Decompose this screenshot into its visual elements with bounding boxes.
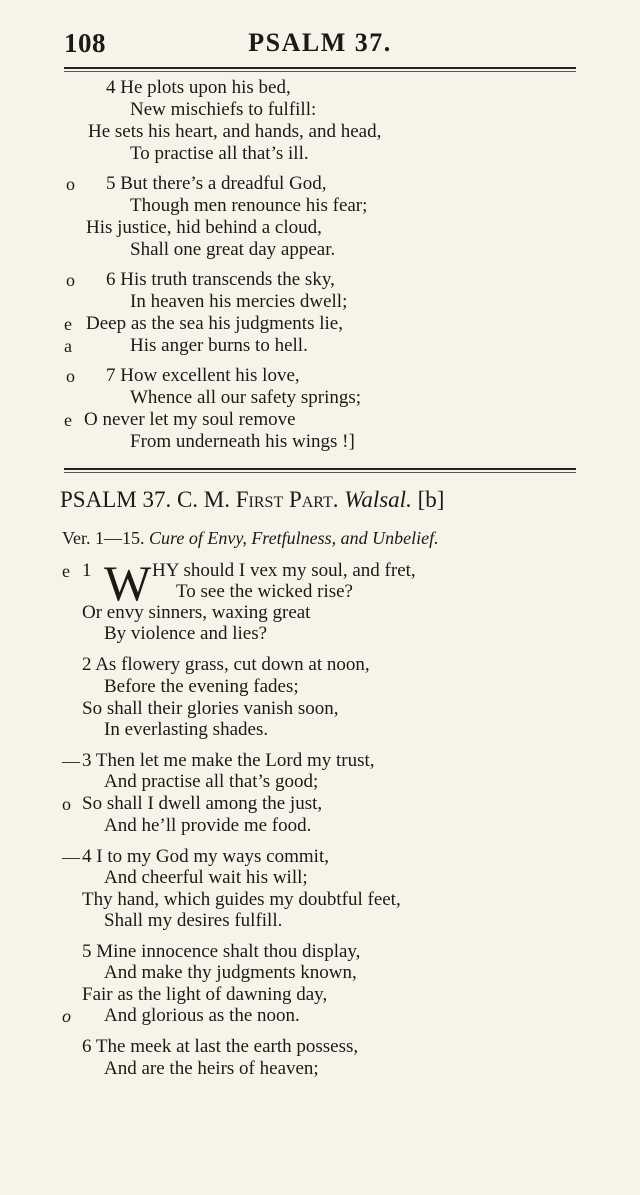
- verse-line: His anger burns to hell.: [130, 335, 308, 356]
- verse-line: In heaven his mercies dwell;: [130, 291, 348, 312]
- dynamic-mark: o: [66, 366, 75, 386]
- verse-line: And are the heirs of heaven;: [104, 1058, 319, 1079]
- verse-line: In everlasting shades.: [104, 719, 269, 740]
- verse-line: To practise all that’s ill.: [130, 143, 309, 164]
- page-number: 108: [64, 28, 106, 58]
- meter: C. M.: [176, 487, 230, 512]
- dynamic-mark: e: [62, 561, 70, 581]
- running-head: [64, 28, 576, 68]
- verse-line: His justice, hid behind a cloud,: [86, 217, 322, 238]
- subject: Cure of Envy, Fretfulness, and Unbelief.: [149, 528, 439, 548]
- verse-line: By violence and lies?: [104, 623, 268, 644]
- tune-name: Walsal.: [344, 487, 412, 512]
- dynamic-mark: e: [64, 314, 72, 334]
- verse-line: 4 He plots upon his bed,: [106, 77, 291, 98]
- verse-line: 3 Then let me make the Lord my trust,: [82, 750, 375, 771]
- verse-range: Ver. 1—15.: [62, 528, 145, 548]
- verse-line: From underneath his wings !]: [130, 431, 355, 452]
- verse-line: So shall their glories vanish soon,: [82, 698, 339, 719]
- verse-line: And practise all that’s good;: [104, 771, 319, 792]
- verse-line: HY should I vex my soul, and fret,: [152, 560, 416, 581]
- psalm-heading: [60, 485, 444, 515]
- verse-line: Or envy sinners, waxing great: [82, 602, 311, 623]
- dynamic-mark: o: [62, 794, 71, 814]
- verse-line: O never let my soul remove: [84, 409, 296, 430]
- verse-line: Shall one great day appear.: [130, 239, 336, 260]
- subheading: [62, 526, 439, 550]
- tune-key: [b]: [417, 487, 445, 512]
- section-rule-thin: [64, 472, 576, 473]
- verse-line: 2 As flowery grass, cut down at noon,: [82, 654, 370, 675]
- verse-line: Thy hand, which guides my doubtful feet,: [82, 889, 401, 910]
- verse-line: And he’ll provide me food.: [104, 815, 312, 836]
- verse-line: And glorious as the noon.: [104, 1005, 300, 1026]
- verse-line: Deep as the sea his judgments lie,: [86, 313, 343, 334]
- verse-line: Shall my desires fulfill.: [104, 910, 283, 931]
- verse-line: New mischiefs to fulfill:: [130, 99, 317, 120]
- verse-line: 7 How excellent his love,: [106, 365, 300, 386]
- dynamic-mark: o: [66, 270, 75, 290]
- drop-cap: W: [104, 555, 152, 611]
- verse-line: So shall I dwell among the just,: [82, 793, 323, 814]
- verse-line: Before the evening fades;: [104, 676, 299, 697]
- verse-line: Fair as the light of dawning day,: [82, 984, 328, 1005]
- part: First Part.: [235, 487, 339, 512]
- verse-line: Whence all our safety springs;: [130, 387, 362, 408]
- verse-line: Though men renounce his fear;: [130, 195, 368, 216]
- header-rule-thin: [64, 71, 576, 72]
- dynamic-mark: e: [64, 410, 72, 430]
- verse-line: 6 The meek at last the earth possess,: [82, 1036, 359, 1057]
- verse-line: He sets his heart, and hands, and head,: [88, 121, 382, 142]
- verse-number: 1: [82, 560, 92, 581]
- header-rule: [64, 67, 576, 69]
- dynamic-mark: o: [62, 1006, 71, 1026]
- dynamic-mark: a: [64, 336, 72, 356]
- verse-line: And make thy judgments known,: [104, 962, 357, 983]
- psalm-number: PSALM 37.: [60, 487, 172, 512]
- dynamic-mark: —: [62, 751, 80, 771]
- verse-line: 6 His truth transcends the sky,: [106, 269, 335, 290]
- verse-line: 4 I to my God my ways commit,: [82, 846, 329, 867]
- dynamic-mark: —: [62, 847, 80, 867]
- running-title: PSALM 37.: [248, 28, 392, 57]
- dynamic-mark: o: [66, 174, 75, 194]
- verse-line: And cheerful wait his will;: [104, 867, 308, 888]
- verse-line: 5 Mine innocence shalt thou display,: [82, 941, 361, 962]
- verse-line: To see the wicked rise?: [176, 581, 353, 602]
- verse-line: 5 But there’s a dreadful God,: [106, 173, 327, 194]
- section-rule: [64, 468, 576, 470]
